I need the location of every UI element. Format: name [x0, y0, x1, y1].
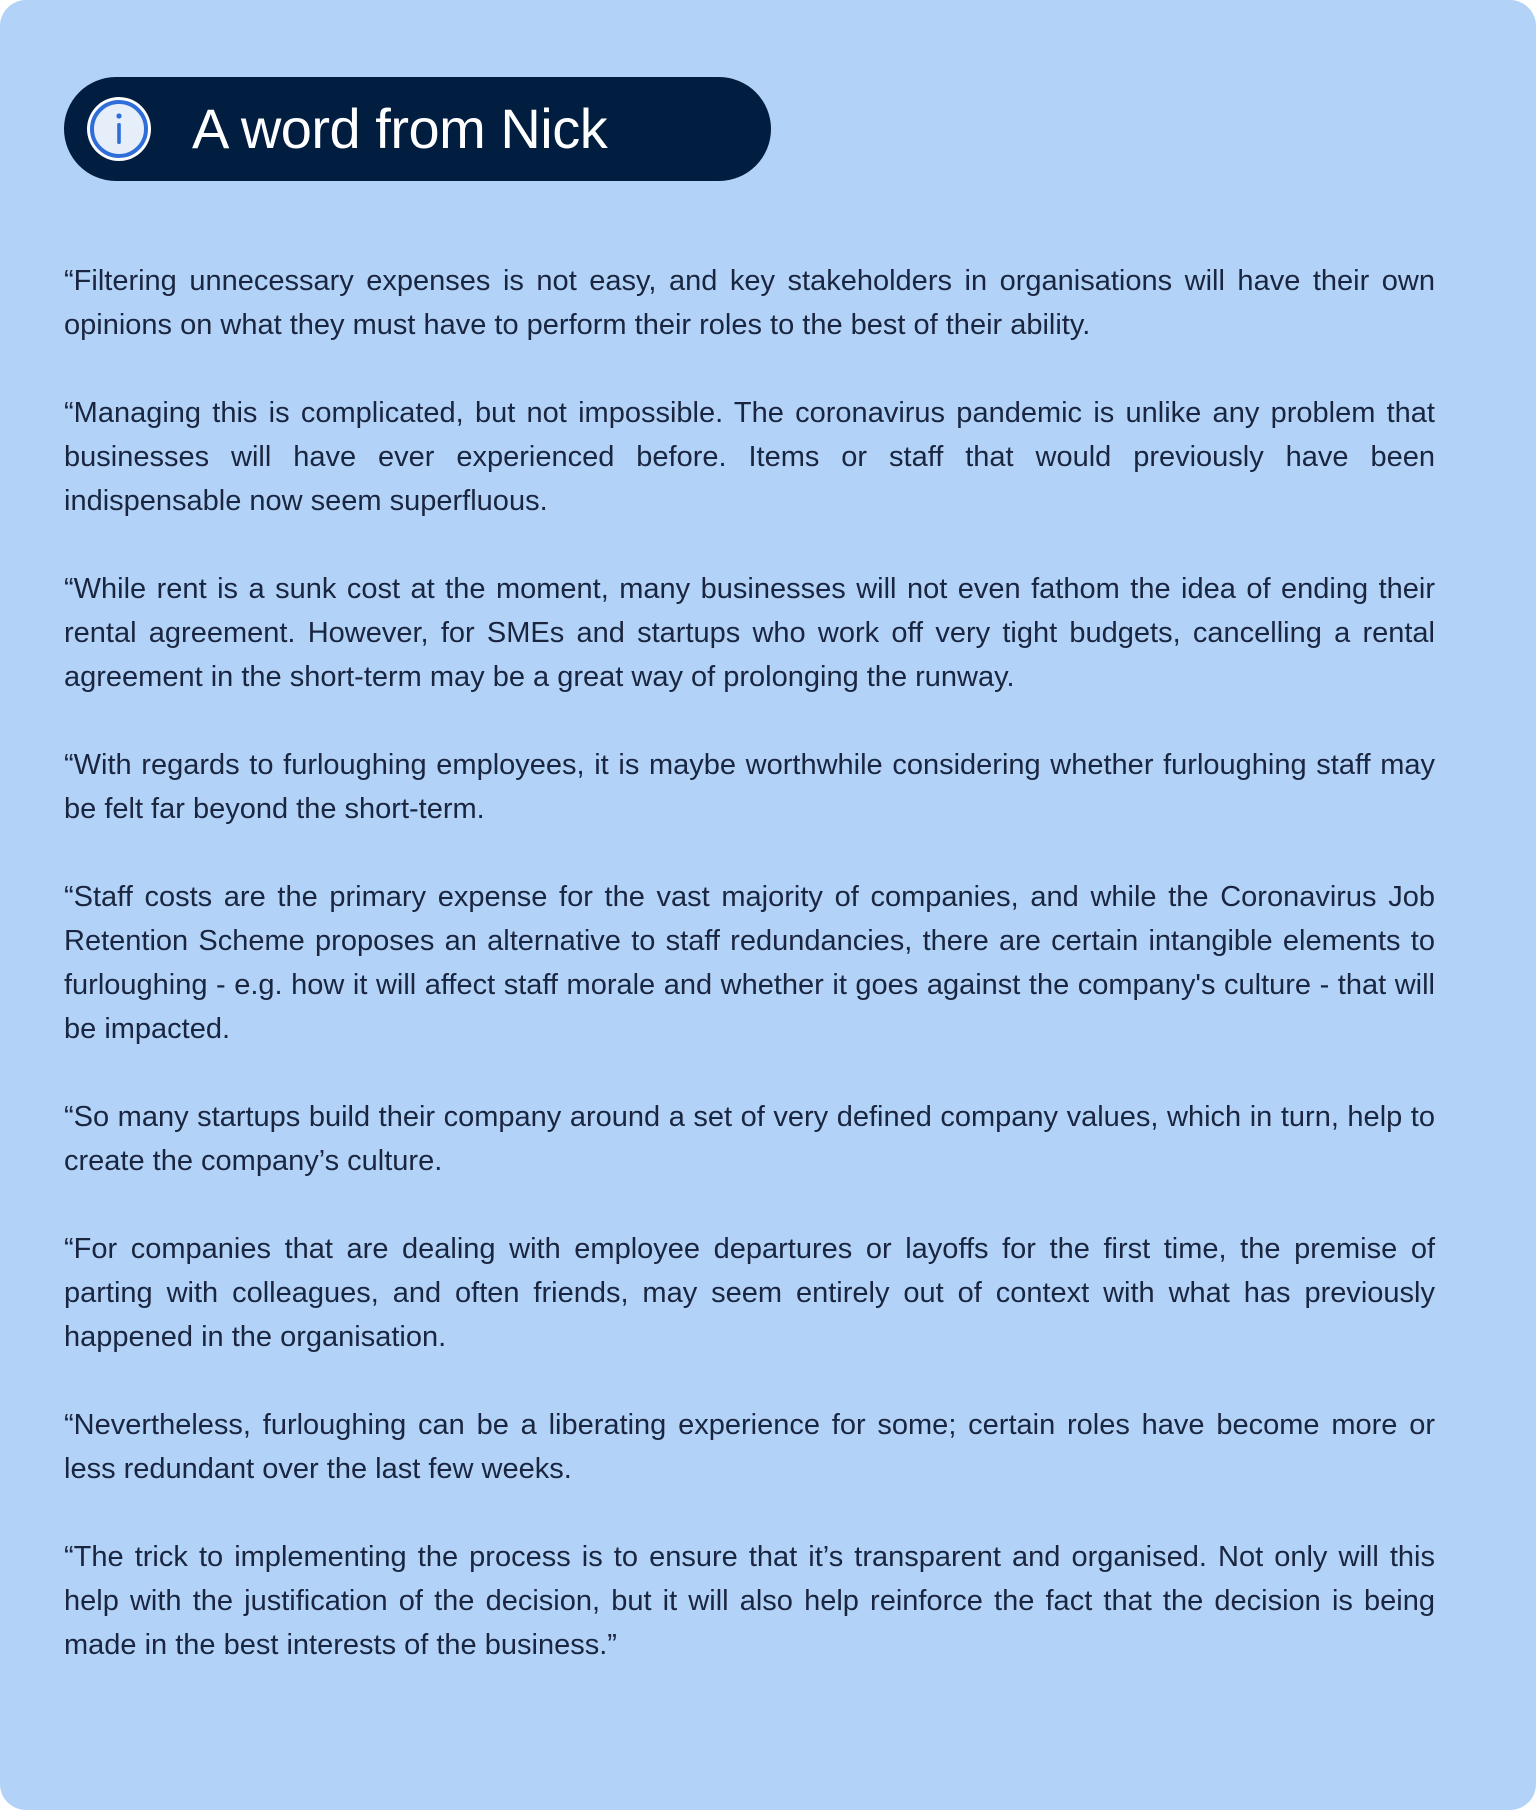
quote-body: [64, 259, 1435, 1711]
quote-paragraph: “For companies that are dealing with employee departures or layoffs for the first time, the premise of parting with colleagues, and often friends, may seem entirely out of context with what has previously happened in the organisation.: [64, 1233, 1435, 1353]
header-title: A word from Nick: [192, 97, 608, 160]
quote-paragraph: “So many startups build their company around a set of very defined company values, which in turn, help to create the company’s culture.: [64, 1101, 1435, 1177]
quote-paragraph: “Filtering unnecessary expenses is not easy, and key stakeholders in organisations will have their own opinions on what they must have to perform their roles to the best of their ability.: [64, 265, 1435, 341]
header-banner: [64, 77, 771, 181]
info-icon: [85, 95, 153, 163]
quote-paragraph: “Managing this is complicated, but not impossible. The coronavirus pandemic is unlike any problem that businesses will have ever experienced before. Items or staff that would previously have been indispensable now seem superfluous.: [64, 397, 1435, 517]
quote-paragraph: “The trick to implementing the process is to ensure that it’s transparent and organised. Not only will this help with the justification of the decision, but it will also help reinforce the fact that the decision is being made in the best interests of the business.”: [64, 1541, 1435, 1661]
quote-paragraph: “While rent is a sunk cost at the moment, many businesses will not even fathom the idea of ending their rental agreement. However, for SMEs and startups who work off very tight budgets, cancelling a rental agreement in the short-term may be a great way of prolonging the runway.: [64, 573, 1435, 693]
quote-paragraph: “Nevertheless, furloughing can be a liberating experience for some; certain roles have become more or less redundant over the last few weeks.: [64, 1409, 1435, 1485]
quote-paragraph: “Staff costs are the primary expense for the vast majority of companies, and while the Coronavirus Job Retention Scheme proposes an alternative to staff redundancies, there are certain intangible elements to furloughing - e.g. how it will affect staff morale and whether it goes against the company's culture - that will be impacted.: [64, 881, 1435, 1045]
quote-paragraph: “With regards to furloughing employees, it is maybe worthwhile considering whether furloughing staff may be felt far beyond the short-term.: [64, 749, 1435, 825]
